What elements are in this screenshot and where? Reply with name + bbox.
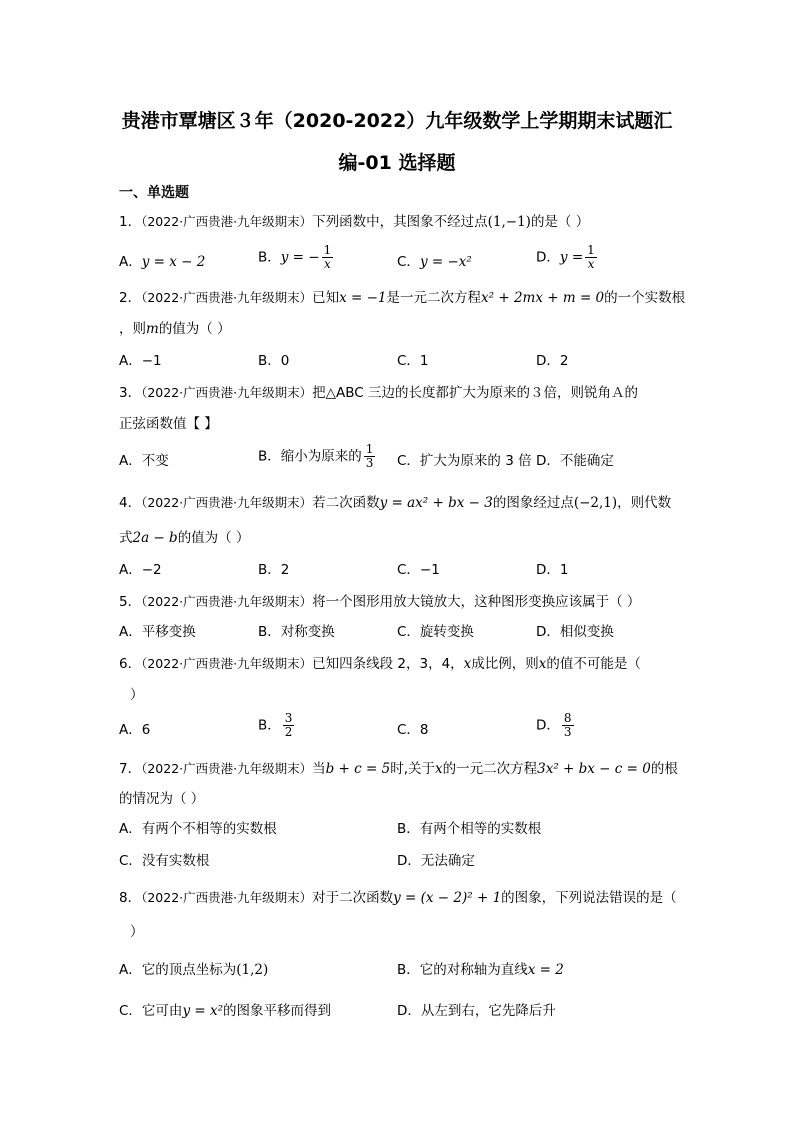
question-1-option-d: D．y = $\frac{1}{x}$ (536, 243, 595, 271)
question-source: （2022·广西贵港·九年级期末） (141, 656, 313, 671)
question-8-stem-line1: 8．（2022·广西贵港·九年级期末）对于二次函数y = (x − 2)² + 1的图象，下列说法错误的是（ (119, 890, 677, 906)
fraction: $\frac{1}{x}$ (323, 243, 332, 271)
question-3-option-b: B．缩小为原来的 $\frac{1}{3}$ (258, 442, 374, 470)
question-8-option-d: D．从左到右，它先降后升 (397, 1003, 556, 1019)
question-6-stem-line1: 6．（2022·广西贵港·九年级期末）已知四条线段 2，3，4，x成比例，则x的值不可能是（ (119, 656, 641, 672)
question-5-stem: 5．（2022·广西贵港·九年级期末）将一个图形用放大镜放大，这种图形变换应该属于（ ） (119, 594, 641, 610)
section-heading: 一、单选题 (119, 185, 189, 201)
question-7-stem-line2: 的情况为（ ） (119, 791, 205, 807)
question-2-stem-line1: 2．（2022·广西贵港·九年级期末）已知x = −1是一元二次方程x² + 2mx + m = 0的一个实数根 (119, 290, 686, 306)
question-3-option-d: D．不能确定 (536, 453, 614, 469)
question-5-option-c: C．旋转变换 (397, 624, 474, 640)
page-subtitle: 编-01 选择题 (338, 152, 456, 174)
question-6-option-a: A．6 (119, 722, 151, 738)
question-6-option-d: D． $\frac{8}{3}$ (536, 711, 572, 739)
question-2-option-c: C．1 (397, 353, 429, 369)
question-2-option-b: B．0 (258, 353, 290, 369)
question-4-stem-line1: 4．（2022·广西贵港·九年级期末）若二次函数y = ax² + bx − 3的图象经过点(−2,1)，则代数 (119, 495, 672, 511)
question-2-stem-line2: ，则m的值为（ ） (119, 321, 231, 337)
question-7-option-b: B．有两个相等的实数根 (397, 821, 542, 837)
fraction: $\frac{8}{3}$ (563, 711, 572, 739)
fraction: $\frac{3}{2}$ (284, 711, 293, 739)
question-5-option-a: A．平移变换 (119, 624, 196, 640)
question-7-option-d: D．无法确定 (397, 853, 475, 869)
question-1-option-b: B．y = − $\frac{1}{x}$ (258, 243, 332, 271)
question-source: （2022·广西贵港·九年级期末） (141, 214, 313, 229)
question-4-option-c: C．−1 (397, 562, 440, 578)
question-8-option-b: B．它的对称轴为直线x = 2 (397, 962, 564, 978)
question-8-stem-line2: ） (130, 924, 144, 940)
question-source: （2022·广西贵港·九年级期末） (141, 761, 313, 776)
question-6-option-b: B． $\frac{3}{2}$ (258, 711, 293, 739)
question-4-option-a: A．−2 (119, 562, 162, 578)
question-source: （2022·广西贵港·九年级期末） (141, 290, 313, 305)
question-3-stem-line2: 正弦函数值【 】 (119, 416, 218, 432)
question-5-option-d: D．相似变换 (536, 624, 614, 640)
question-7-stem-line1: 7．（2022·广西贵港·九年级期末）当b + c = 5时,关于x的一元二次方程3x² + bx − c = 0的根 (119, 761, 678, 777)
question-6-option-c: C．8 (397, 722, 429, 738)
question-5-option-b: B．对称变换 (258, 624, 335, 640)
question-3-option-a: A．不变 (119, 453, 169, 469)
question-4-option-b: B．2 (258, 562, 290, 578)
question-7-option-c: C．没有实数根 (119, 853, 210, 869)
question-source: （2022·广西贵港·九年级期末） (141, 385, 313, 400)
question-8-option-c: C．它可由y = x²的图象平移而得到 (119, 1003, 331, 1019)
question-8-option-a: A．它的顶点坐标为(1,2) (119, 962, 269, 978)
page-title: 贵港市覃塘区３年（2020-2022）九年级数学上学期期末试题汇 (121, 110, 673, 132)
fraction: $\frac{1}{x}$ (587, 243, 595, 271)
question-source: （2022·广西贵港·九年级期末） (141, 890, 313, 905)
question-1-stem: 1．（2022·广西贵港·九年级期末）下列函数中，其图象不经过点(1,−1)的是（ ） (119, 214, 590, 230)
question-1-option-c: C．y = −x² (397, 254, 472, 270)
question-2-option-a: A．−1 (119, 353, 162, 369)
question-7-option-a: A．有两个不相等的实数根 (119, 821, 277, 837)
question-3-option-c: C．扩大为原来的 3 倍 (397, 453, 532, 469)
question-source: （2022·广西贵港·九年级期末） (141, 495, 313, 510)
question-4-option-d: D．1 (536, 562, 569, 578)
question-source: （2022·广西贵港·九年级期末） (141, 594, 313, 609)
question-4-stem-line2: 式2a − b的值为（ ） (119, 530, 250, 546)
fraction: $\frac{1}{3}$ (365, 442, 374, 470)
question-2-option-d: D．2 (536, 353, 569, 369)
question-6-stem-line2: ） (130, 687, 144, 703)
question-3-stem-line1: 3．（2022·广西贵港·九年级期末）把△ABC 三边的长度都扩大为原来的３倍，则锐角Ａ的 (119, 385, 638, 401)
question-1-option-a: A．y = x − 2 (119, 254, 206, 270)
